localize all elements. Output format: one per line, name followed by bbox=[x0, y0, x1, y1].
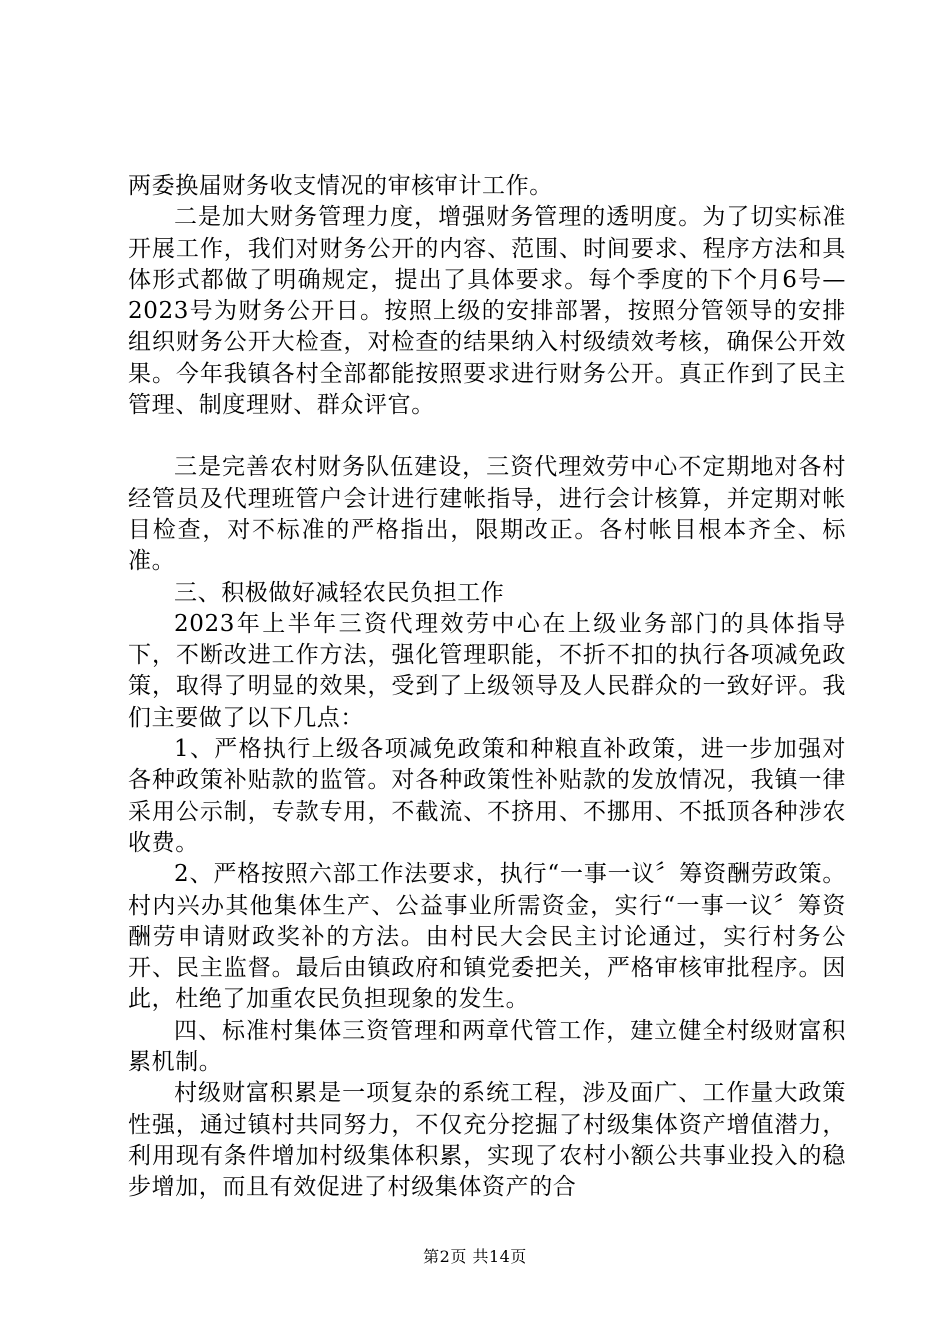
paragraph-point-1: 1、严格执行上级各项减免政策和种粮直补政策，进一步加强对各种政策补贴款的监管。对各种政策性补贴款的发放情况，我镇一律采用公示制，专款专用，不截流、不挤用、不挪用、不抵顶各种涉农收费。 bbox=[128, 736, 846, 856]
section-heading-asset-management: 四、标准村集体三资管理和两章代管工作，建立健全村级财富积累机制。 bbox=[128, 1017, 846, 1076]
paragraph-continuation: 两委换届财务收支情况的审核审计工作。 bbox=[128, 173, 553, 199]
section-heading-farmer-burden: 三、积极做好减轻农民负担工作 bbox=[174, 579, 505, 606]
document-body bbox=[128, 171, 846, 1204]
paragraph-wealth-accumulation: 村级财富积累是一项复杂的系统工程，涉及面广、工作量大政策性强，通过镇村共同努力，不仅充分挖掘了村级集体资产增值潜力，利用现有条件增加村级集体积累，实现了农村小额公共事业投入的稳步增加，而且有效促进了村级集体资产的合 bbox=[128, 1080, 846, 1201]
paragraph-finance-team: 三是完善农村财务队伍建设，三资代理效劳中心不定期地对各村经管员及代理班管户会计进行建帐指导，进行会计核算，并定期对帐目检查，对不标准的严格指出，限期改正。各村帐目根本齐全、标准。 bbox=[128, 454, 846, 575]
paragraph-burden-intro: 2023年上半年三资代理效劳中心在上级业务部门的具体指导下，不断改进工作方法，强化管理职能，不折不扣的执行各项减免政策，取得了明显的效果，受到了上级领导及人民群众的一致好评。我们主要做了以下几点： bbox=[128, 610, 846, 731]
paragraph-point-2: 2、严格按照六部工作法要求，执行“一事一议〞筹资酬劳政策。村内兴办其他集体生产、公益事业所需资金，实行“一事一议〞筹资酬劳申请财政奖补的方法。由村民大会民主讨论通过，实行村务公开、民主监督。最后由镇政府和镇党委把关，严格审核审批程序。因此，杜绝了加重农民负担现象的发生。 bbox=[128, 861, 846, 1013]
page-footer: 第2页 共14页 bbox=[423, 1247, 527, 1266]
paragraph-finance-transparency: 二是加大财务管理力度，增强财务管理的透明度。为了切实标准开展工作，我们对财务公开的内容、范围、时间要求、程序方法和具体形式都做了明确规定，提出了具体要求。每个季度的下个月6号—2023号为财务公开日。按照上级的安排部署，按照分管领导的安排组织财务公开大检查，对检查的结果纳入村级绩效考核，确保公开效果。今年我镇各村全部都能按照要求进行财务公开。真正作到了民主管理、制度理财、群众评官。 bbox=[128, 204, 846, 419]
